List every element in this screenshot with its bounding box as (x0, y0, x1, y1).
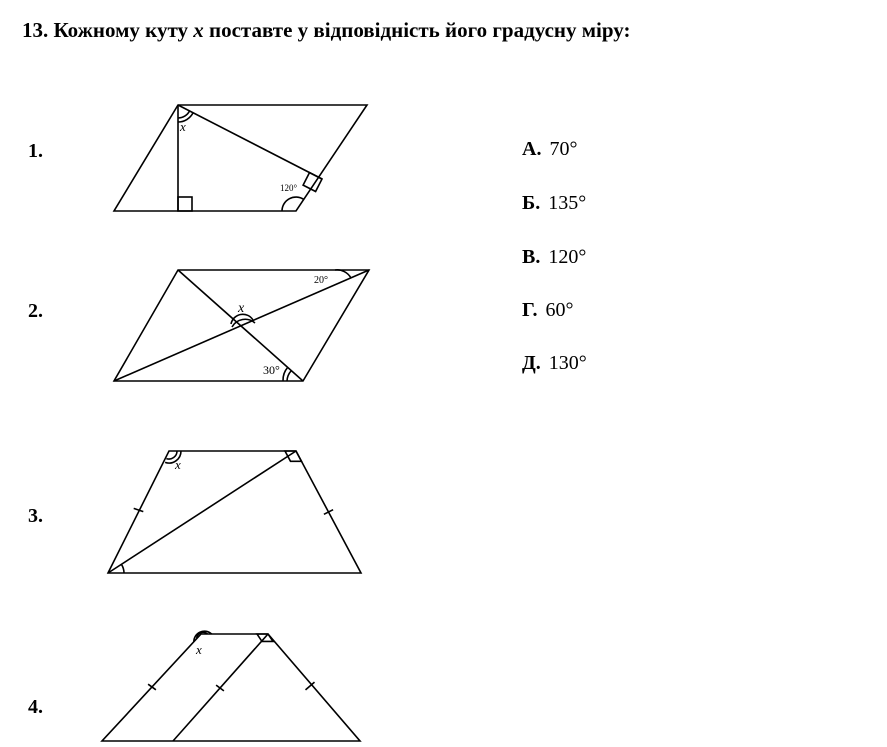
task-text-before: Кожному куту (53, 18, 188, 42)
diagonal (178, 270, 303, 381)
figure-2 (114, 270, 369, 381)
figure-3 (108, 451, 361, 573)
base-angle-arc (121, 564, 124, 573)
figure-1 (114, 105, 367, 211)
angle-120-label: 120° (280, 183, 298, 193)
answer-letter: Б. (522, 192, 541, 214)
answer-value: 120° (548, 246, 587, 268)
answer-value: 60° (545, 299, 574, 321)
figure-4 (102, 631, 360, 741)
trapezoid-4 (102, 634, 360, 741)
answer-letter: В. (522, 246, 541, 268)
figure-3-number: 3. (28, 505, 43, 527)
right-angle-mark (178, 197, 192, 211)
angle-x-label: x (238, 301, 245, 316)
angle-x-arc (178, 111, 190, 118)
angle-x-label: x (175, 457, 181, 472)
parallelogram-1 (114, 105, 367, 211)
angle-20-arc (335, 270, 351, 278)
angle-x-label: x (180, 119, 186, 134)
trapezoid-3 (108, 451, 361, 573)
answer-value: 135° (548, 192, 587, 214)
diagonal (108, 451, 296, 573)
figure-4-number: 4. (28, 696, 43, 718)
angle-30-arc (287, 371, 291, 381)
angle-x-label: x (196, 642, 202, 657)
answer-letter: Д. (522, 352, 541, 374)
angle-20-label: 20° (314, 275, 328, 286)
figure-2-number: 2. (28, 300, 43, 322)
answer-value: 130° (548, 352, 587, 374)
task-number: 13. (22, 18, 49, 42)
task-variable: x (193, 18, 204, 42)
answer-letter: А. (522, 138, 542, 160)
perpendicular-segment (178, 105, 322, 179)
angle-30-label: 30° (263, 363, 280, 377)
answer-letter: Г. (522, 299, 538, 321)
answer-value: 70° (549, 138, 578, 160)
figure-1-number: 1. (28, 140, 43, 162)
task-text-after: поставте у відповідність його градусну міру: (208, 18, 631, 42)
